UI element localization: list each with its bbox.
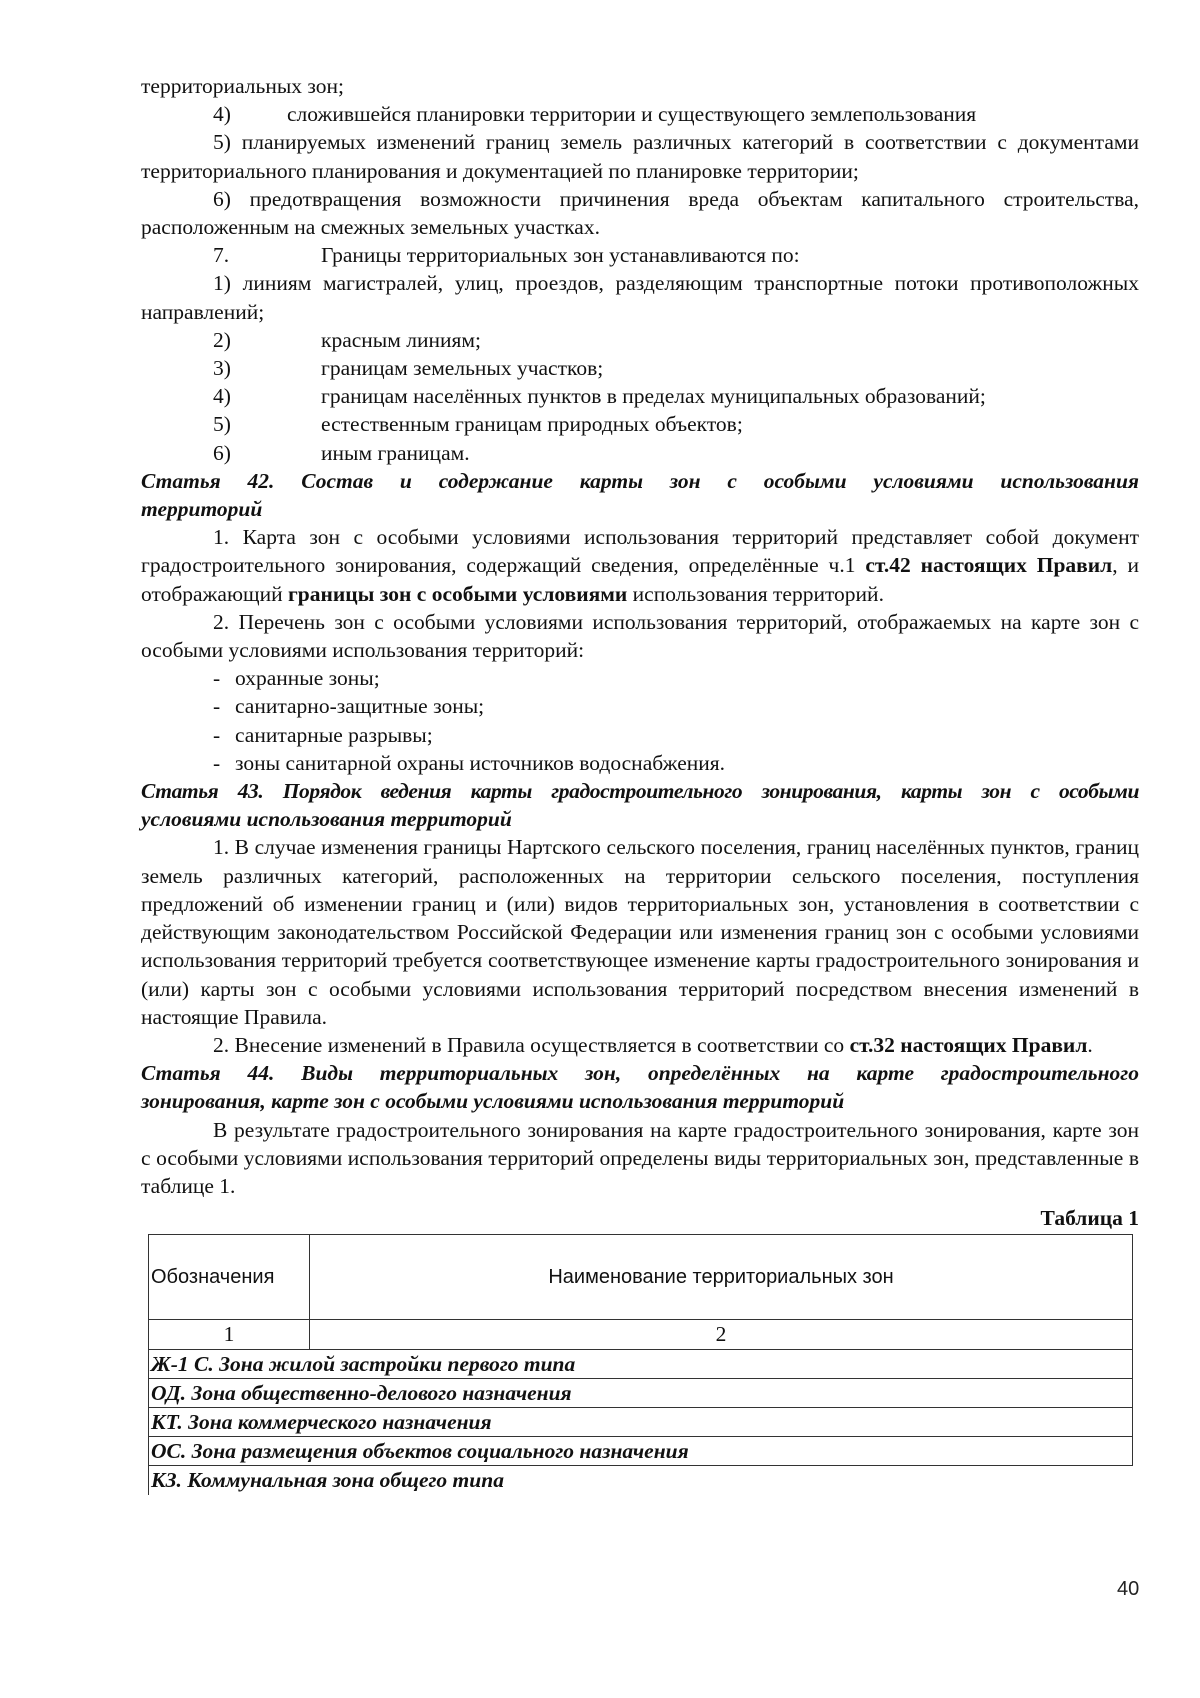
zone-name: КЗ. Коммунальная зона общего типа — [149, 1466, 1133, 1495]
header-designation: Обозначения — [149, 1235, 310, 1320]
dash-marker: - — [213, 722, 221, 747]
list-text: зоны санитарной охраны источников водоснабжения. — [235, 750, 726, 775]
zone-name: КТ. Зона коммерческого назначения — [149, 1407, 1133, 1436]
article-43-heading: Статья 43. Порядок ведения карты градостроительного зонирования, карты зон с особыми — [141, 779, 1139, 804]
table-row — [149, 1466, 1133, 1495]
list-text: охранные зоны; — [235, 666, 380, 691]
text-run: . — [1087, 1032, 1093, 1057]
article-44-para-1: В результате градостроительного зонирования на карте градостроительного зонирования, карте зон с особыми условиями использования территорий определены виды территориальных зон, представленные в таблице 1. — [141, 1117, 1139, 1198]
criteria-item-5: 5) планируемых изменений границ земель различных категорий в соответствии с документами территориального планирования и документацией по планировке территории; — [141, 130, 1139, 183]
article-42-para-2: 2. Перечень зон с особыми условиями использования территорий, отображаемых на карте зон с особыми условиями использования территорий: — [141, 609, 1139, 663]
dash-marker: - — [213, 750, 221, 775]
bold-phrase: границы зон с особыми условиями — [287, 581, 628, 606]
item-text: красным линиям; — [321, 327, 481, 352]
table-row — [149, 1349, 1133, 1378]
item-text: сложившейся планировки территории и существующего землепользования — [287, 102, 977, 127]
boundary-item — [141, 326, 1139, 354]
article-43-heading-cont: условиями использования территорий — [141, 807, 512, 832]
zone-list-item — [141, 749, 1139, 777]
item-text: границам земельных участков; — [321, 356, 604, 381]
table-row — [149, 1437, 1133, 1466]
header-zone-name: Наименование территориальных зон — [310, 1235, 1133, 1320]
text-run: 2. Внесение изменений в Правила осуществляется в соответствии со — [213, 1032, 850, 1057]
table-header-row — [149, 1235, 1133, 1320]
item-number: 4) — [213, 102, 231, 127]
zone-list-item — [141, 721, 1139, 749]
text-run: использования территорий. — [627, 581, 884, 606]
item-text: иным границам. — [321, 440, 470, 465]
item-text: естественным границам природных объектов; — [321, 412, 743, 437]
article-44-heading: Статья 44. Виды территориальных зон, определённых на карте градостроительного — [141, 1061, 1139, 1086]
dash-marker: - — [213, 694, 221, 719]
item-number: 5) — [213, 412, 231, 437]
article-44-heading-cont: зонирования, карте зон с особыми условиями использования территорий — [141, 1089, 845, 1114]
article-42-heading: Статья 42. Состав и содержание карты зон с особыми условиями использования — [141, 468, 1139, 493]
item-number: 6) — [213, 440, 231, 465]
boundary-item — [141, 354, 1139, 382]
table-row — [149, 1407, 1133, 1436]
boundary-item-1: 1) линиям магистралей, улиц, проездов, разделяющим транспортные потоки противоположных направлений; — [141, 271, 1139, 324]
boundary-item — [141, 439, 1139, 467]
item-number: 4) — [213, 384, 231, 409]
table-row — [149, 1378, 1133, 1407]
paragraph-7 — [141, 241, 1139, 269]
text-run: , и отображающий — [141, 553, 1140, 606]
table-number-row — [149, 1320, 1133, 1349]
intro-line: территориальных зон; — [141, 74, 345, 98]
boundary-item — [141, 382, 1139, 410]
list-text: санитарные разрывы; — [235, 722, 433, 747]
article-43-para-1: 1. В случае изменения границы Нартского сельского поселения, границ населённых пунктов, границ земель различных категорий, расположенных на территории сельского поселения, поступления предложений об изменении границ и (или) видов территориальных зон, установления в соответствии с действующим законодательством Российской Федерации или изменения границ зон с особыми условиями использования территорий требуется соответствующее изменение карты градостроительного зонирования и (или) карты зон с особыми условиями использования территорий посредством внесения изменений в настоящие Правила. — [141, 835, 1139, 1029]
document-page — [141, 72, 1139, 1495]
table-caption: Таблица 1 — [1040, 1206, 1139, 1231]
article-43-para-2 — [141, 1031, 1139, 1059]
paragraph-number: 7. — [213, 243, 230, 268]
article-42-heading-cont: территорий — [141, 497, 263, 522]
page-number: 40 — [1117, 1578, 1140, 1600]
column-number: 2 — [310, 1320, 1133, 1349]
bold-reference: ст.42 настоящих Правил — [865, 553, 1113, 578]
criteria-item-4 — [141, 100, 1139, 128]
zone-list-item — [141, 664, 1139, 692]
item-number: 3) — [213, 356, 231, 381]
item-text: границам населённых пунктов в пределах муниципальных образований; — [321, 384, 986, 409]
dash-marker: - — [213, 666, 221, 691]
item-number: 2) — [213, 327, 231, 352]
boundary-item — [141, 410, 1139, 438]
text-run: 1. Карта зон с особыми условиями использования территорий представляет собой документ градостроительного зонирования, содержащий сведения, определённые ч.1 — [141, 525, 1139, 578]
article-42-para-1 — [141, 523, 1139, 608]
zones-table — [148, 1234, 1133, 1494]
criteria-item-6: 6) предотвращения возможности причинения вреда объектам капитального строительства, расположенным на смежных земельных участках. — [141, 186, 1139, 240]
list-text: санитарно-защитные зоны; — [235, 694, 485, 719]
zone-list-item — [141, 692, 1139, 720]
bold-reference: ст.32 настоящих Правил — [849, 1032, 1088, 1057]
zone-name: ОД. Зона общественно-делового назначения — [149, 1378, 1133, 1407]
paragraph-text: Границы территориальных зон устанавливаются по: — [321, 243, 800, 268]
column-number: 1 — [149, 1320, 310, 1349]
zone-name: Ж-1 С. Зона жилой застройки первого типа — [149, 1349, 1133, 1378]
zone-name: ОС. Зона размещения объектов социального назначения — [149, 1437, 1133, 1466]
